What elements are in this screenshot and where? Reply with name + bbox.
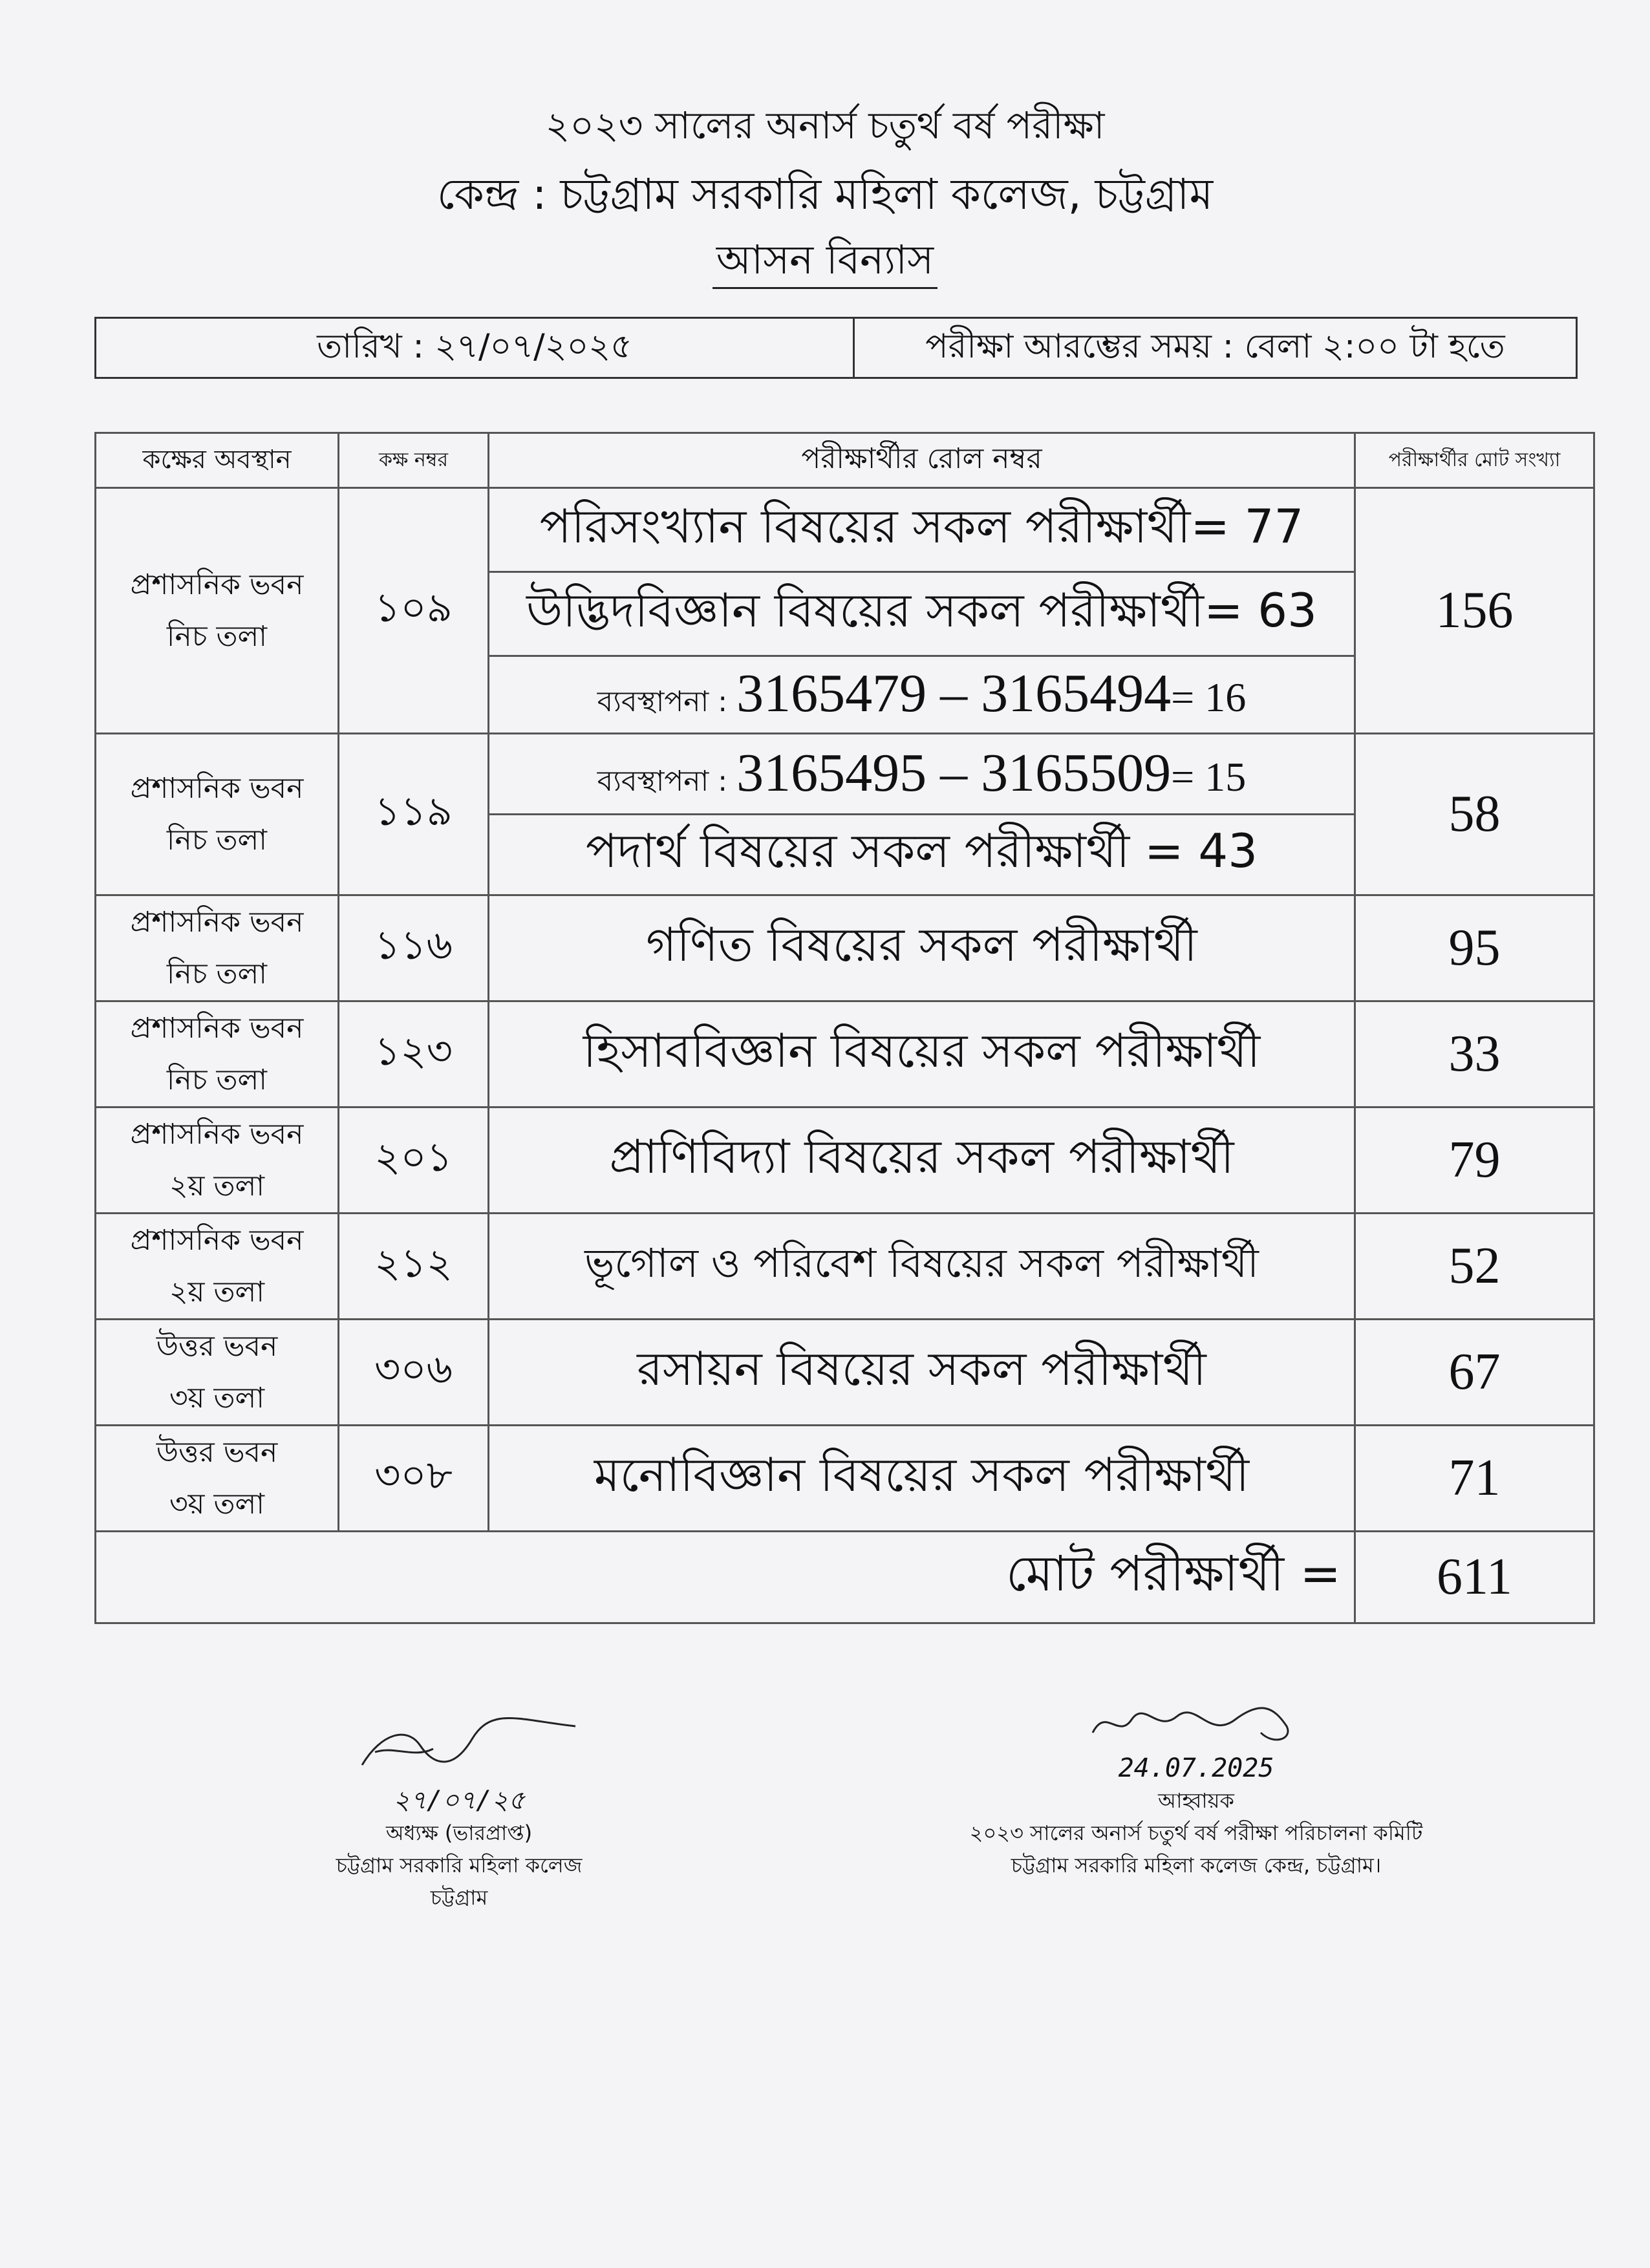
room-total: 52 xyxy=(1355,1214,1594,1320)
subject-prefix: ব্যবস্থাপনা : xyxy=(597,685,737,718)
room-total: 156 xyxy=(1355,488,1594,734)
principal-signature-block xyxy=(272,1707,647,1914)
room-location: প্রশাসনিক ভবন ২য় তলা xyxy=(96,1214,339,1320)
roll-description: উদ্ভিদবিজ্ঞান বিষয়ের সকল পরীক্ষার্থী= 63 xyxy=(489,572,1355,656)
table-row xyxy=(96,1214,1594,1320)
room-number: ৩০৬ xyxy=(339,1320,489,1426)
seat-plan-title: আসন বিন্যাস xyxy=(0,230,1650,296)
room-total: 58 xyxy=(1355,734,1594,895)
room-number: ১১৯ xyxy=(339,734,489,895)
room-total: 79 xyxy=(1355,1107,1594,1214)
info-bar xyxy=(94,317,1578,379)
convener-signature-block xyxy=(892,1694,1500,1881)
grand-total-row xyxy=(96,1532,1594,1623)
roll-description xyxy=(489,734,1355,815)
roll-description: প্রাণিবিদ্যা বিষয়ের সকল পরীক্ষার্থী xyxy=(489,1107,1355,1214)
table-row xyxy=(96,1320,1594,1426)
table-row xyxy=(96,895,1594,1001)
room-location: প্রশাসনিক ভবন নিচ তলা xyxy=(96,895,339,1001)
room-total: 67 xyxy=(1355,1320,1594,1426)
roll-description: গণিত বিষয়ের সকল পরীক্ষার্থী xyxy=(489,895,1355,1001)
convener-title: আহ্বায়ক xyxy=(1158,1788,1234,1813)
header-room-no: কক্ষ নম্বর xyxy=(339,433,489,488)
convener-signature xyxy=(1080,1694,1312,1752)
roll-count: = 15 xyxy=(1171,753,1247,800)
room-location: প্রশাসনিক ভবন ২য় তলা xyxy=(96,1107,339,1214)
room-location: প্রশাসনিক ভবন নিচ তলা xyxy=(96,1001,339,1107)
room-number: ১১৬ xyxy=(339,895,489,1001)
table-row xyxy=(96,488,1594,572)
exam-title: ২০২৩ সালের অনার্স চতুর্থ বর্ষ পরীক্ষা xyxy=(545,103,1105,147)
room-number: ১২৩ xyxy=(339,1001,489,1107)
room-total: 33 xyxy=(1355,1001,1594,1107)
convener-center: চট্টগ্রাম সরকারি মহিলা কলেজ কেন্দ্র, চট্টগ্রাম। xyxy=(1011,1853,1382,1878)
table-row xyxy=(96,1001,1594,1107)
principal-signature xyxy=(323,1707,595,1784)
table-header-row xyxy=(96,433,1594,488)
exam-start-time: পরীক্ষা আরম্ভের সময় : বেলা ২:০০ টা হতে xyxy=(925,326,1505,366)
room-location: প্রশাসনিক ভবন নিচ তলা xyxy=(96,734,339,895)
seating-table xyxy=(94,432,1595,1624)
room-number: ২১২ xyxy=(339,1214,489,1320)
table-row xyxy=(96,1426,1594,1532)
grand-total-label: মোট পরীক্ষার্থী = xyxy=(96,1532,1355,1623)
table-row xyxy=(96,734,1594,815)
room-number: ১০৯ xyxy=(339,488,489,734)
roll-description xyxy=(489,656,1355,734)
exam-date: তারিখ : ২৭/০৭/২০২৫ xyxy=(96,319,855,377)
principal-sign-date: ২৭/০৭/২৫ xyxy=(392,1786,526,1815)
principal-college: চট্টগ্রাম সরকারি মহিলা কলেজ xyxy=(336,1853,583,1878)
room-total: 71 xyxy=(1355,1426,1594,1532)
roll-count: = 16 xyxy=(1171,674,1247,720)
center-title: কেন্দ্র : চট্টগ্রাম সরকারি মহিলা কলেজ, চট্টগ্রাম xyxy=(436,169,1214,219)
principal-title: অধ্যক্ষ (ভারপ্রাপ্ত) xyxy=(385,1821,533,1845)
room-number: ৩০৮ xyxy=(339,1426,489,1532)
roll-description: পরিসংখ্যান বিষয়ের সকল পরীক্ষার্থী= 77 xyxy=(489,488,1355,572)
room-total: 95 xyxy=(1355,895,1594,1001)
room-location: প্রশাসনিক ভবন নিচ তলা xyxy=(96,488,339,734)
header-total: পরীক্ষার্থীর মোট সংখ্যা xyxy=(1355,433,1594,488)
subject-prefix: ব্যবস্থাপনা : xyxy=(597,764,737,798)
roll-description: পদার্থ বিষয়ের সকল পরীক্ষার্থী = 43 xyxy=(489,815,1355,895)
grand-total-value: 611 xyxy=(1355,1532,1594,1623)
principal-city: চট্টগ্রাম xyxy=(430,1885,488,1910)
roll-description: হিসাববিজ্ঞান বিষয়ের সকল পরীক্ষার্থী xyxy=(489,1001,1355,1107)
room-location: উত্তর ভবন ৩য় তলা xyxy=(96,1426,339,1532)
convener-sign-date: 24.07.2025 xyxy=(1118,1753,1274,1783)
header-roll: পরীক্ষার্থীর রোল নম্বর xyxy=(489,433,1355,488)
convener-committee: ২০২৩ সালের অনার্স চতুর্থ বর্ষ পরীক্ষা পরিচালনা কমিটি xyxy=(969,1821,1423,1845)
roll-description: মনোবিজ্ঞান বিষয়ের সকল পরীক্ষার্থী xyxy=(489,1426,1355,1532)
table-row xyxy=(96,1107,1594,1214)
roll-description: রসায়ন বিষয়ের সকল পরীক্ষার্থী xyxy=(489,1320,1355,1426)
room-location: উত্তর ভবন ৩য় তলা xyxy=(96,1320,339,1426)
header-location: কক্ষের অবস্থান xyxy=(96,433,339,488)
roll-range: 3165479 – 3165494 xyxy=(736,663,1172,723)
roll-description: ভূগোল ও পরিবেশ বিষয়ের সকল পরীক্ষার্থী xyxy=(489,1214,1355,1320)
roll-range: 3165495 – 3165509 xyxy=(736,742,1172,803)
room-number: ২০১ xyxy=(339,1107,489,1214)
